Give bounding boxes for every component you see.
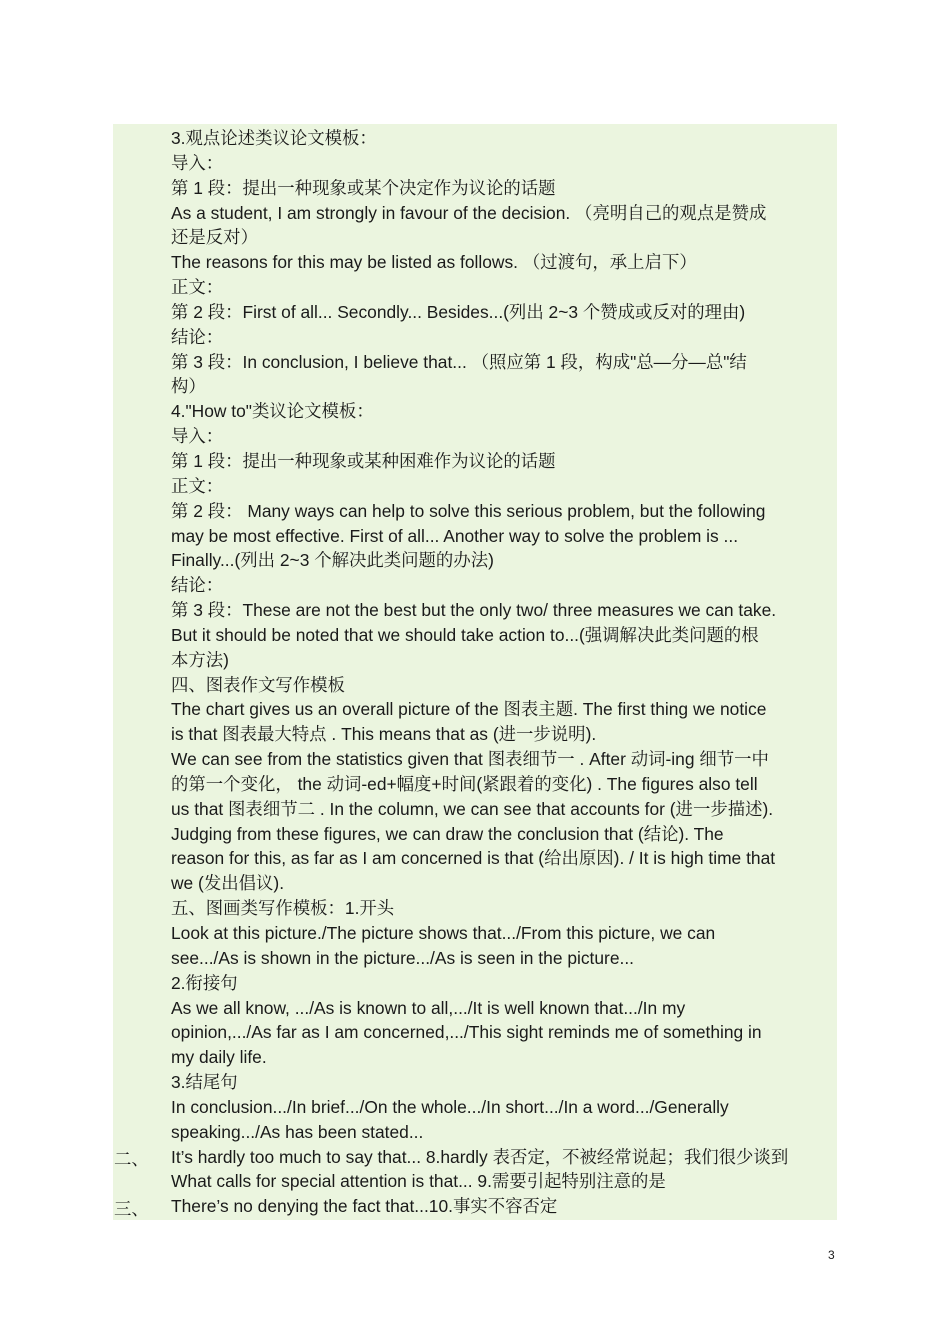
list-number-three: 三、 bbox=[114, 1199, 149, 1219]
text-line: 结论： bbox=[171, 326, 224, 347]
text-line: 2.衔接句 bbox=[171, 972, 238, 993]
page-number: 3 bbox=[828, 1248, 835, 1262]
text-line: As a student, I am strongly in favour of the decision. （亮明自己的观点是赞成 bbox=[171, 202, 767, 223]
list-number-two: 二、 bbox=[114, 1149, 149, 1169]
text-line: 正文： bbox=[171, 475, 224, 496]
text-line: 第 3 段：In conclusion, I believe that... （照应第 1 段，构成"总—分—总"结 bbox=[171, 351, 747, 372]
text-line: see.../As is shown in the picture.../As is seen in the picture... bbox=[171, 947, 635, 968]
text-line: We can see from the statistics given that 图表细节一 . After 动词-ing 细节一中 bbox=[171, 749, 769, 770]
text-line: 3.观点论述类议论文模板： bbox=[171, 128, 377, 148]
text-line: The reasons for this may be listed as follows. （过渡句，承上启下） bbox=[171, 252, 697, 273]
document-body bbox=[171, 126, 839, 1219]
text-line: 第 1 段：提出一种现象或某种困难作为议论的话题 bbox=[171, 450, 556, 471]
text-line: 第 3 段：These are not the best but the only two/ three measures we can take. bbox=[171, 600, 777, 621]
text-line: But it should be noted that we should take action to...(强调解决此类问题的根 bbox=[171, 624, 759, 645]
text-line: opinion,.../As far as I am concerned,.../This sight reminds me of something in bbox=[171, 1022, 762, 1043]
text-line: The chart gives us an overall picture of the 图表主题. The first thing we notice bbox=[171, 699, 767, 720]
text-line: 第 2 段：First of all... Secondly... Besides...(列出 2~3 个赞成或反对的理由) bbox=[171, 301, 746, 322]
text-line: As we all know, .../As is known to all,.../It is well known that.../In my bbox=[171, 997, 686, 1018]
text-line: 第 1 段：提出一种现象或某个决定作为议论的话题 bbox=[171, 177, 556, 198]
text-line: Judging from these figures, we can draw the conclusion that (结论). The bbox=[171, 823, 724, 844]
text-line: 结论： bbox=[171, 575, 224, 596]
text-line: reason for this, as far as I am concerned is that (给出原因). / It is high time that bbox=[171, 848, 776, 869]
text-line: There’s no denying the fact that...10.事实不容否定 bbox=[171, 1196, 558, 1217]
text-line: 3.结尾句 bbox=[171, 1072, 238, 1093]
text-line: 4."How to"类议论文模板： bbox=[171, 401, 374, 422]
text-line: we (发出倡议). bbox=[171, 873, 285, 894]
text-line: is that 图表最大特点 . This means that as (进一步说明). bbox=[171, 724, 597, 745]
text-line: 还是反对） bbox=[171, 227, 258, 248]
text-line: What calls for special attention is that... 9.需要引起特别注意的是 bbox=[171, 1171, 666, 1192]
text-line: 正文： bbox=[171, 277, 224, 298]
text-line: my daily life. bbox=[171, 1047, 267, 1068]
text-line: may be most effective. First of all... Another way to solve the problem is ... bbox=[171, 525, 739, 546]
text-line: us that 图表细节二 . In the column, we can see that accounts for (进一步描述). bbox=[171, 798, 774, 819]
text-line: 四、图表作文写作模板 bbox=[171, 674, 345, 695]
text-line: In conclusion.../In brief.../On the whole.../In short.../In a word.../Generally bbox=[171, 1096, 729, 1117]
text-line: It’s hardly too much to say that... 8.hardly 表否定，不被经常说起；我们很少谈到 bbox=[171, 1146, 789, 1167]
text-line: 五、图画类写作模板：1.开头 bbox=[171, 898, 395, 919]
text-line: 本方法) bbox=[171, 649, 229, 670]
text-line: 的第一个变化， the 动词-ed+幅度+时间(紧跟着的变化) . The figures also tell bbox=[171, 773, 758, 794]
text-line: speaking.../As has been stated... bbox=[171, 1121, 424, 1142]
text-line: 导入： bbox=[171, 152, 224, 173]
text-line: 构） bbox=[171, 376, 206, 397]
text-line: 第 2 段： Many ways can help to solve this serious problem, but the following bbox=[171, 500, 766, 521]
text-line: Finally...(列出 2~3 个解决此类问题的办法) bbox=[171, 550, 494, 571]
text-line: 导入： bbox=[171, 426, 224, 447]
text-line: Look at this picture./The picture shows that.../From this picture, we can bbox=[171, 923, 716, 943]
